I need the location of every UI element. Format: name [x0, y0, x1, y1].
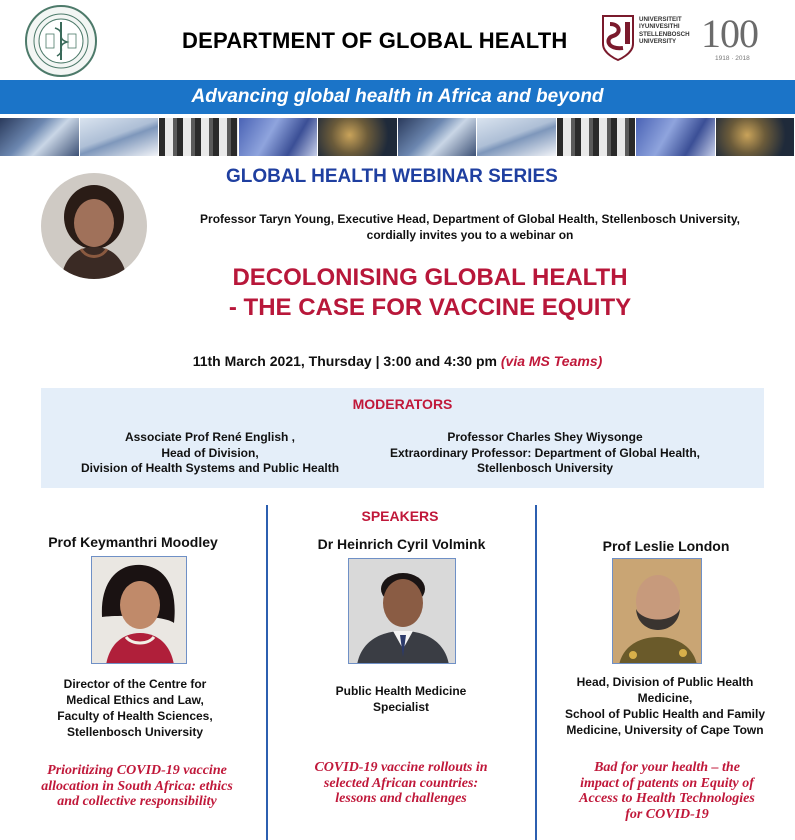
gloved-hands-injection-image — [636, 118, 716, 156]
speaker-1-role — [10, 676, 260, 740]
host-invitation-line1: Professor Taryn Young, Executive Head, Department of Global Health, Stellenbosch University, — [200, 212, 740, 226]
syringe-injection-image — [477, 118, 557, 156]
speaker-role-line: Public Health Medicine — [335, 684, 467, 698]
vaccine-photo-strip — [0, 118, 795, 156]
speaker-column-divider — [535, 505, 537, 840]
tagline: Advancing global health in Africa and beyond — [191, 86, 604, 107]
date-time-line — [0, 353, 795, 369]
stellenbosch-university-logo — [601, 11, 781, 66]
speaker-role-line: Stellenbosch University — [66, 725, 204, 739]
moderator-affiliation: Division of Health Systems and Public Health — [80, 461, 340, 475]
platform-note: (via MS Teams) — [500, 353, 603, 369]
speaker-3-talk-title — [548, 760, 786, 822]
department-seal-logo — [22, 4, 100, 78]
webinar-title-line2: - THE CASE FOR VACCINE EQUITY — [228, 294, 632, 321]
vial-rack-image — [159, 118, 239, 156]
speaker-3-role — [545, 674, 785, 738]
speaker-role-line: Medicine, — [637, 691, 693, 705]
syringe-injection-image — [80, 118, 160, 156]
speaker-2-role — [290, 683, 512, 715]
vaccine-vials-image — [398, 118, 478, 156]
date-time: 11th March 2021, Thursday | 3:00 and 4:30 pm — [192, 353, 501, 369]
talk-title-line: Access to Health Technologies — [579, 791, 755, 806]
speaker-role-line: Faculty of Health Sciences, — [57, 709, 213, 723]
moderators-heading: MODERATORS — [352, 396, 453, 412]
speaker-role-line: Director of the Centre for — [63, 677, 207, 691]
moderator-2 — [365, 430, 725, 477]
talk-title-line: for COVID-19 — [625, 806, 709, 822]
speaker-role-line: Head, Division of Public Health — [576, 675, 754, 689]
host-invitation-line2: cordially invites you to a webinar on — [366, 228, 574, 242]
speaker-role-line: Medicine, University of Cape Town — [566, 723, 764, 737]
su-anniversary-years: 1918 · 2018 — [715, 55, 750, 62]
speaker-role-line: School of Public Health and Family — [564, 707, 766, 721]
su-anniversary-number: 100 — [701, 11, 758, 56]
world-map-vaccine-image — [716, 118, 795, 156]
speaker-3-name: Prof Leslie London — [602, 538, 730, 554]
su-name-text — [639, 16, 701, 46]
speaker-1-name: Prof Keymanthri Moodley — [48, 534, 218, 550]
speaker-3-photo — [612, 558, 702, 664]
host-photo — [41, 173, 147, 279]
su-crest-icon — [601, 14, 635, 62]
speaker-1-photo — [91, 556, 187, 664]
speakers-heading: SPEAKERS — [361, 508, 439, 524]
speaker-2-photo — [348, 558, 456, 664]
moderator-name: Associate Prof René English , — [124, 430, 296, 444]
talk-title-line: Prioritizing COVID-19 vaccine — [47, 763, 227, 778]
vaccine-vials-image — [0, 118, 80, 156]
speaker-2-talk-title — [285, 760, 517, 807]
moderator-title: Extraordinary Professor: Department of Global Health, — [389, 445, 701, 460]
department-title: DEPARTMENT OF GLOBAL HEALTH — [182, 28, 568, 53]
su-name-line: UNIVERSITEIT — [639, 16, 682, 23]
moderator-affiliation: Stellenbosch University — [476, 461, 614, 475]
talk-title-line: Bad for your health – the — [594, 760, 740, 775]
talk-title-line: selected African countries: — [323, 775, 479, 791]
series-title: GLOBAL HEALTH WEBINAR SERIES — [226, 166, 558, 187]
speaker-column-divider — [266, 505, 268, 840]
su-name-line: IYUNIVESITHI — [639, 23, 680, 31]
talk-title-line: and collective responsibility — [57, 794, 217, 809]
speaker-1-talk-title — [14, 763, 260, 810]
talk-title-line: COVID-19 vaccine rollouts in — [314, 760, 488, 775]
su-name-line: STELLENBOSCH — [639, 30, 690, 38]
su-name-line: UNIVERSITY — [639, 38, 677, 46]
webinar-title-line1: DECOLONISING GLOBAL HEALTH — [232, 264, 628, 291]
speaker-role-line: Medical Ethics and Law, — [66, 693, 204, 707]
speaker-2-name: Dr Heinrich Cyril Volmink — [317, 536, 486, 552]
speaker-role-line: Specialist — [372, 700, 430, 714]
gloved-hands-injection-image — [239, 118, 319, 156]
world-map-vaccine-image — [318, 118, 398, 156]
talk-title-line: lessons and challenges — [335, 791, 467, 806]
moderator-1 — [40, 430, 380, 477]
talk-title-line: impact of patents on Equity of — [580, 775, 754, 791]
talk-title-line: allocation in South Africa: ethics — [41, 778, 233, 794]
vial-rack-image — [557, 118, 637, 156]
moderator-title: Head of Division, — [161, 445, 259, 460]
moderator-name: Professor Charles Shey Wiysonge — [447, 430, 643, 444]
